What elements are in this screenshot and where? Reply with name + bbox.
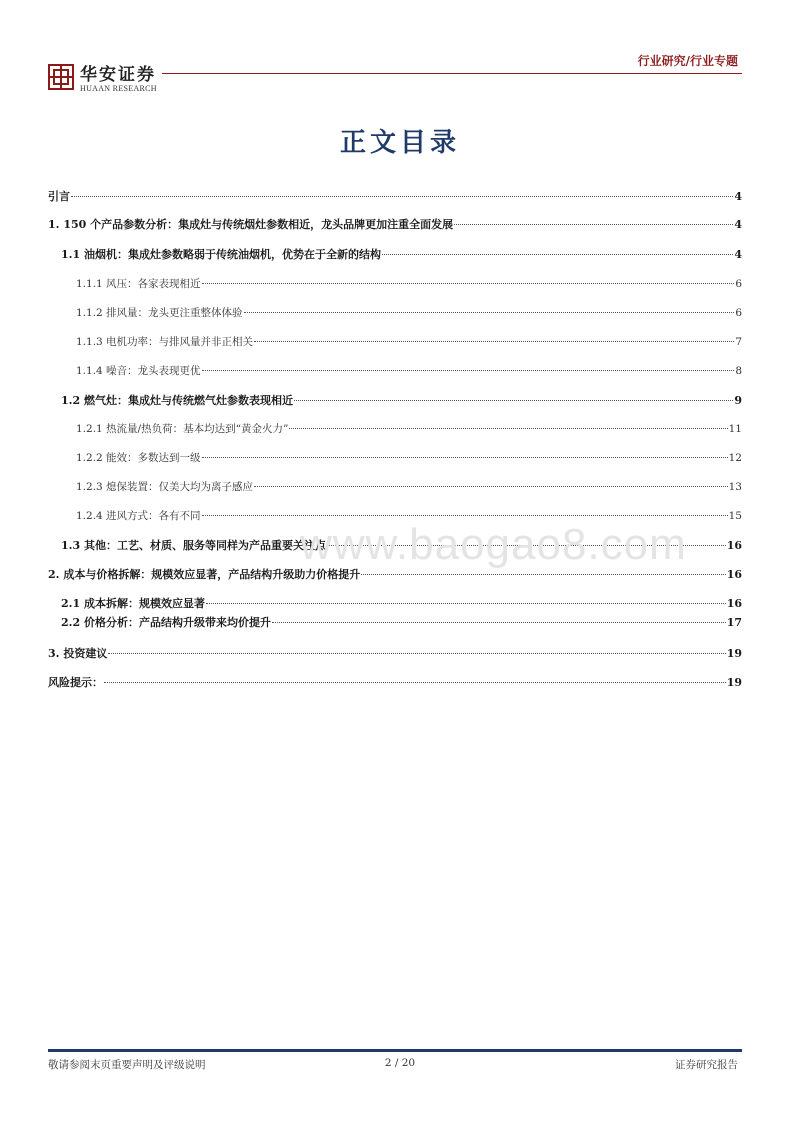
toc-entry-title: 1.1 油烟机：集成灶参数略弱于传统油烟机，优势在于全新的结构 xyxy=(61,248,381,261)
toc-entry[interactable] xyxy=(48,276,742,296)
toc-entry[interactable] xyxy=(48,216,742,236)
toc-entry[interactable] xyxy=(48,305,742,325)
toc-entry-page: 15 xyxy=(728,510,742,522)
toc-entry-page: 4 xyxy=(734,248,742,261)
toc-entry-page: 19 xyxy=(726,676,742,689)
toc-dot-leader xyxy=(104,682,726,683)
watermark: www.baogao8.com xyxy=(300,520,687,569)
toc-dot-leader xyxy=(202,515,728,516)
toc-entry-page: 4 xyxy=(734,218,742,231)
footer-report-type: 证券研究报告 xyxy=(675,1059,738,1071)
toc-entry[interactable] xyxy=(48,246,742,266)
toc-entry-title: 1.1.4 噪音：龙头表现更优 xyxy=(76,365,201,377)
toc-entry-title: 2.2 价格分析：产品结构升级带来均价提升 xyxy=(61,616,271,629)
toc-entry-title: 引言 xyxy=(48,190,70,203)
toc-entry-page: 8 xyxy=(735,365,742,377)
page-number: 2 / 20 xyxy=(384,1057,416,1069)
page-title: 正文目录 xyxy=(339,128,460,158)
toc-entry-page: 16 xyxy=(726,597,742,610)
toc-entry[interactable] xyxy=(48,595,742,615)
toc-entry[interactable] xyxy=(48,645,742,665)
toc-dot-leader xyxy=(202,283,735,284)
huaan-logo-icon xyxy=(48,64,74,90)
toc-dot-leader xyxy=(361,574,725,575)
toc-dot-leader xyxy=(206,603,726,604)
toc-entry-page: 9 xyxy=(734,394,742,407)
toc-entry-title: 1.1.3 电机功率：与排风量并非正相关 xyxy=(76,336,254,348)
toc-entry-page: 11 xyxy=(728,423,742,435)
toc-dot-leader xyxy=(202,457,728,458)
toc-entry-title: 1.2.2 能效：多数达到一级 xyxy=(76,452,201,464)
toc-entry-title: 1.2.1 热流量/热负荷：基本均达到“黄金火力” xyxy=(76,423,289,435)
toc-entry[interactable] xyxy=(48,479,742,499)
toc-entry-title: 2. 成本与价格拆解：规模效应显著，产品结构升级助力价格提升 xyxy=(48,568,361,581)
toc-dot-leader xyxy=(289,428,727,429)
toc-dot-leader xyxy=(71,196,733,197)
toc-dot-leader xyxy=(202,370,735,371)
toc-dot-leader xyxy=(108,653,725,654)
toc-entry-page: 17 xyxy=(726,616,742,629)
toc-entry-page: 6 xyxy=(735,307,742,319)
toc-dot-leader xyxy=(272,622,726,623)
toc-entry-title: 1.2.4 进风方式：各有不同 xyxy=(76,510,201,522)
toc-entry-title: 3. 投资建议 xyxy=(48,647,108,660)
toc-entry[interactable] xyxy=(48,334,742,354)
brand-name-en: HUAAN RESEARCH xyxy=(80,84,157,93)
header-divider xyxy=(162,73,742,74)
footer-disclaimer: 敬请参阅末页重要声明及评级说明 xyxy=(48,1059,206,1071)
toc-entry-title: 1.1.1 风压：各家表现相近 xyxy=(76,278,201,290)
toc-entry-title: 1. 150 个产品参数分析：集成灶与传统烟灶参数相近，龙头品牌更加注重全面发展 xyxy=(48,218,454,231)
toc-entry-title: 2.1 成本拆解：规模效应显著 xyxy=(61,597,205,610)
toc-entry-page: 7 xyxy=(735,336,742,348)
toc-entry-title: 1.2.3 熄保装置：仅美大均为离子感应 xyxy=(76,481,254,493)
toc-dot-leader xyxy=(454,224,733,225)
toc-dot-leader xyxy=(294,400,733,401)
toc-entry-page: 16 xyxy=(726,539,742,552)
toc-dot-leader xyxy=(254,486,728,487)
toc-dot-leader xyxy=(254,341,734,342)
toc-entry-page: 6 xyxy=(735,278,742,290)
footer-divider xyxy=(48,1049,742,1052)
toc-entry[interactable] xyxy=(48,450,742,470)
toc-dot-leader xyxy=(382,254,733,255)
brand-name-cn: 华安证券 xyxy=(80,65,156,85)
toc-entry[interactable] xyxy=(48,614,742,634)
toc-entry[interactable] xyxy=(48,392,742,412)
toc-entry-title: 风险提示： xyxy=(48,676,103,689)
toc-entry-page: 16 xyxy=(726,568,742,581)
toc-dot-leader xyxy=(244,312,735,313)
report-category: 行业研究/行业专题 xyxy=(637,54,738,68)
toc-entry[interactable] xyxy=(48,421,742,441)
toc-entry-title: 1.1.2 排风量：龙头更注重整体体验 xyxy=(76,307,243,319)
toc-entry-title: 1.2 燃气灶：集成灶与传统燃气灶参数表现相近 xyxy=(61,394,293,407)
toc-entry[interactable] xyxy=(48,188,742,208)
toc-entry-title: 1.3 其他：工艺、材质、服务等同样为产品重要关注点 xyxy=(61,539,326,552)
toc-entry[interactable] xyxy=(48,363,742,383)
toc-entry-page: 4 xyxy=(734,190,742,203)
toc-entry-page: 12 xyxy=(728,452,742,464)
toc-entry[interactable] xyxy=(48,674,742,694)
toc-entry-page: 19 xyxy=(726,647,742,660)
toc-entry-page: 13 xyxy=(728,481,742,493)
